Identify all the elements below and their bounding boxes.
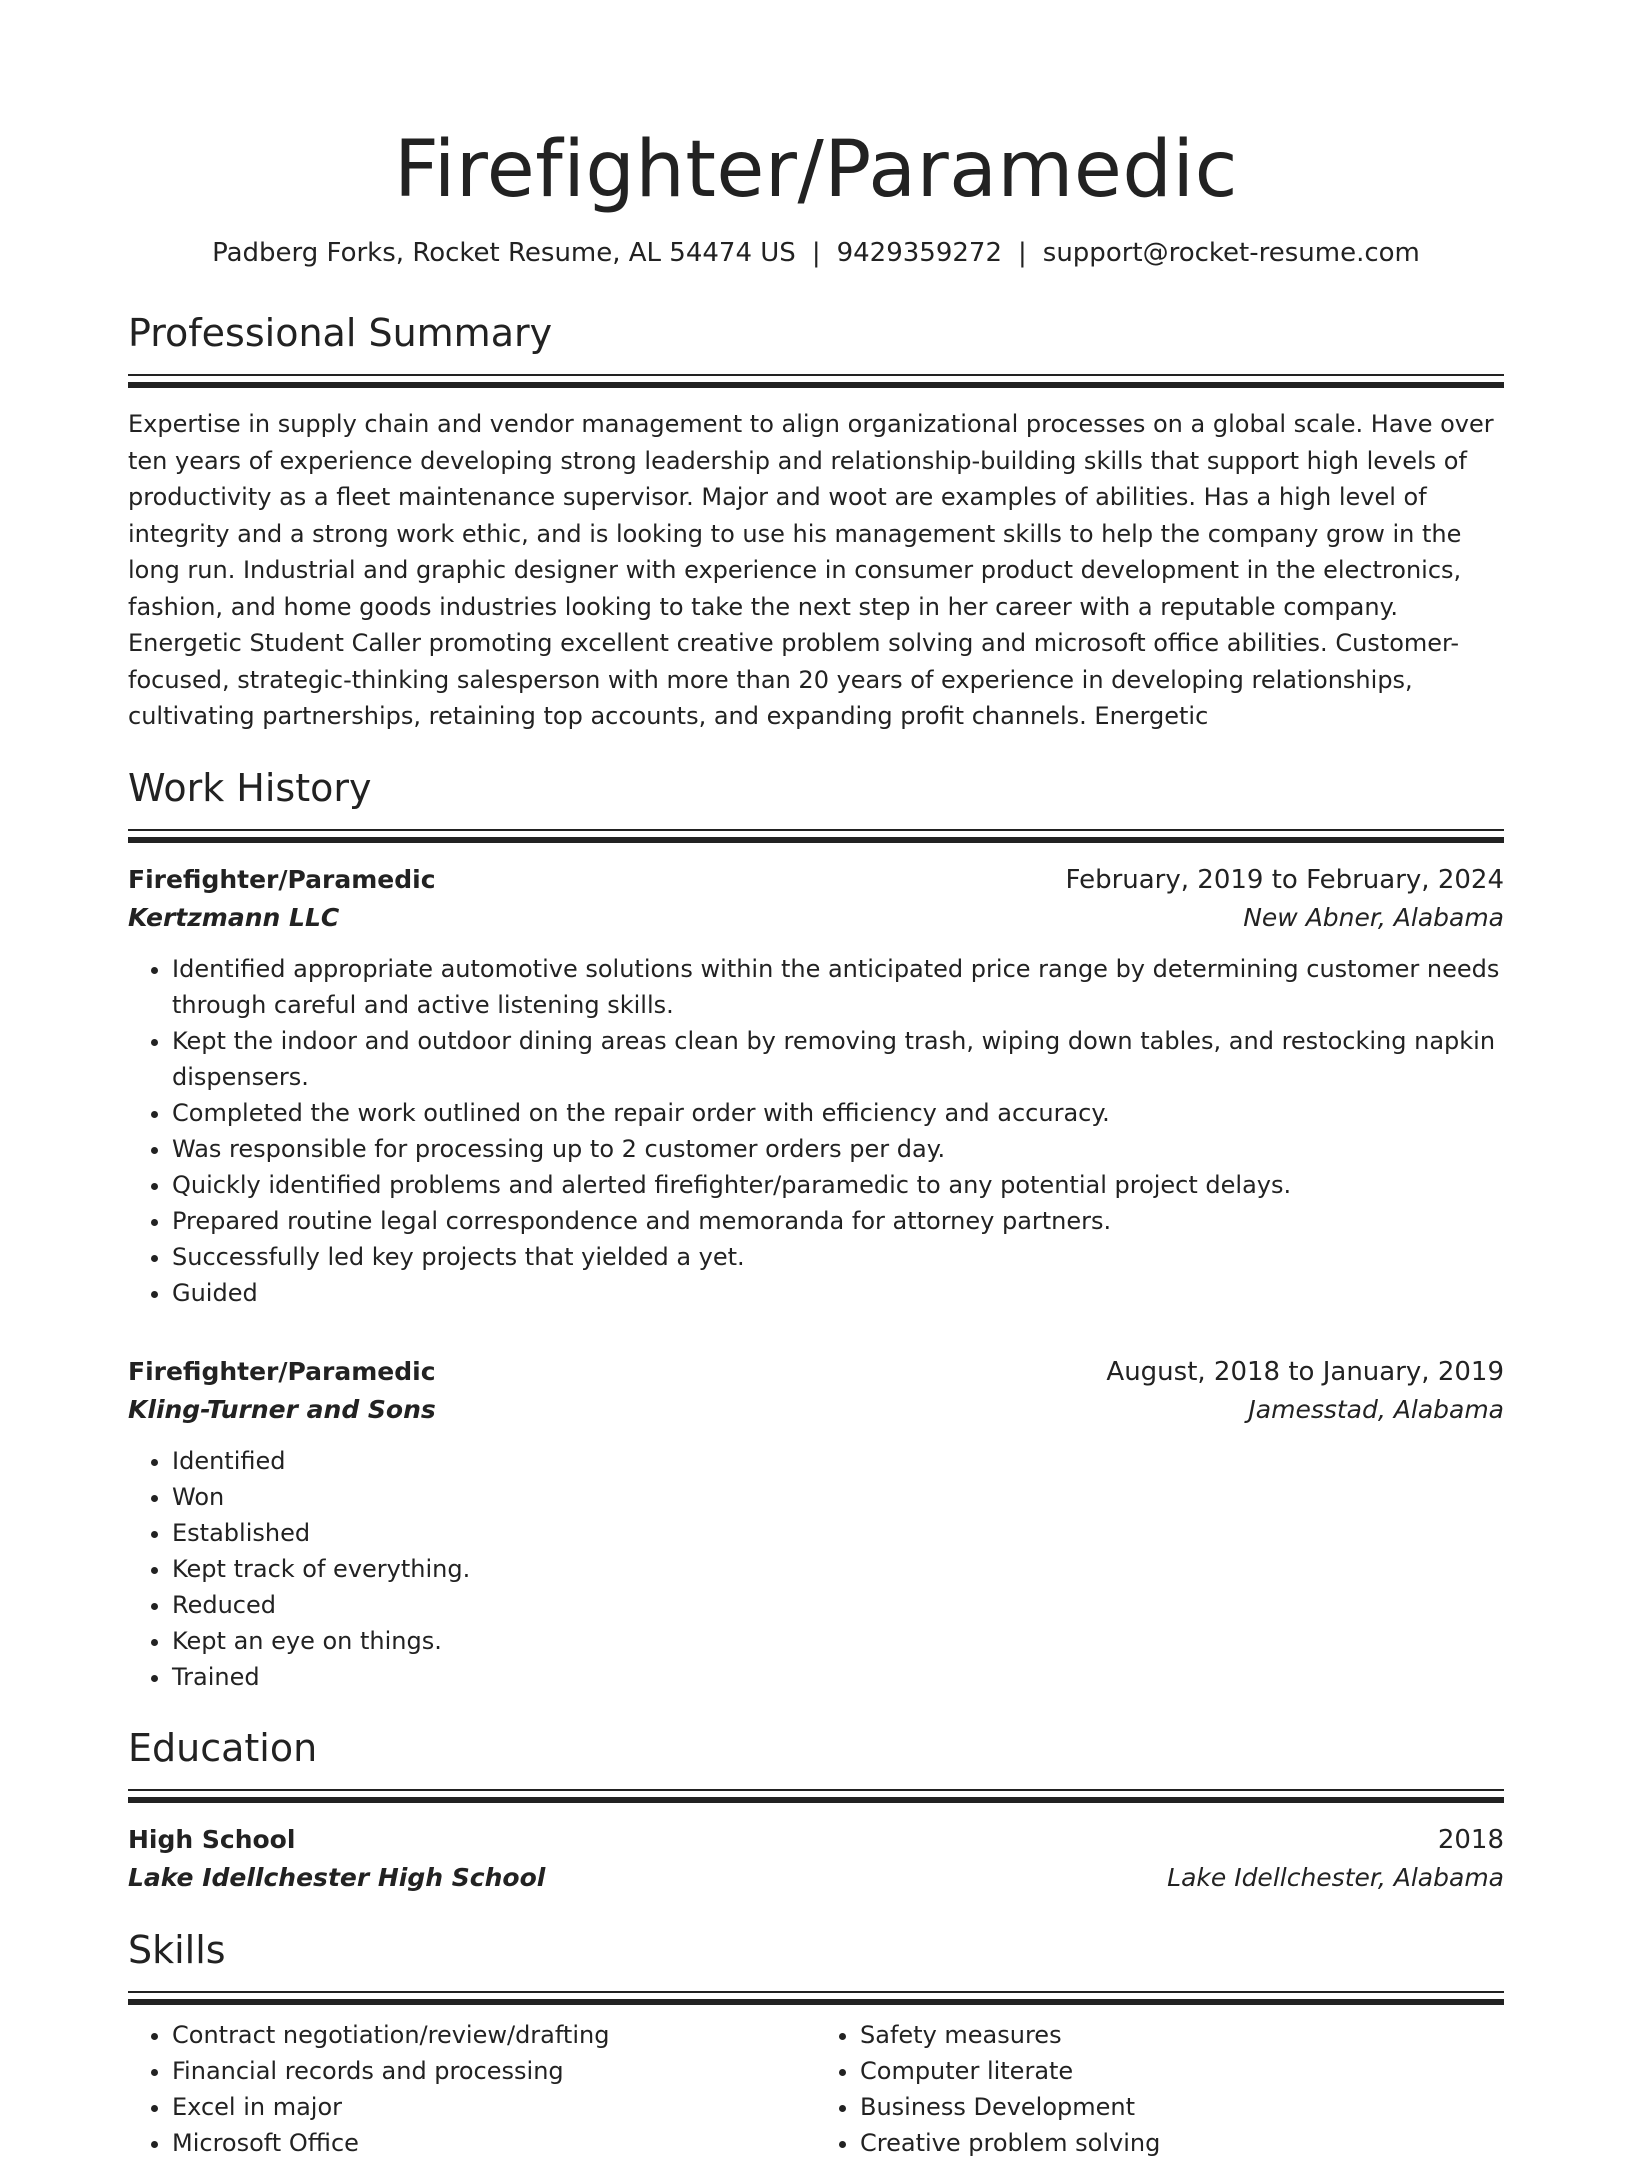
job-entry — [128, 1353, 1504, 1695]
education-school: Lake Idellchester High School — [128, 1862, 546, 1892]
list-item: • Completed the work outlined on the repair order with efficiency and accuracy. — [172, 1095, 1504, 1131]
list-item: • Identified appropriate automotive solutions within the anticipated price range by determining customer needs through careful and active listening skills. — [172, 951, 1504, 1023]
heading-divider-thick — [128, 382, 1504, 388]
skill-item: • Creative problem solving — [860, 2125, 1504, 2161]
skills-list-right — [816, 2017, 1504, 2161]
heading-divider-thick — [128, 837, 1504, 843]
section-heading-work: Work History — [128, 765, 372, 810]
skill-item: • Contract negotiation/review/drafting — [172, 2017, 816, 2053]
list-item: • Prepared routine legal correspondence and memoranda for attorney partners. — [172, 1203, 1504, 1239]
list-item: • Won — [172, 1479, 1504, 1515]
job-employer: Kertzmann LLC — [128, 902, 340, 932]
list-item: • Guided — [172, 1275, 1504, 1311]
list-item: • Kept an eye on things. — [172, 1623, 1504, 1659]
job-location: New Abner, Alabama — [1243, 902, 1504, 932]
contact-separator: | — [811, 238, 821, 268]
job-duties-list — [128, 1443, 1504, 1695]
education-year: 2018 — [1437, 1824, 1504, 1855]
education-degree: High School — [128, 1824, 296, 1854]
education-entry — [128, 1821, 1504, 1897]
job-dates: August, 2018 to January, 2019 — [1106, 1356, 1504, 1387]
job-title: Firefighter/Paramedic — [128, 864, 436, 894]
skills-grid — [128, 2017, 1504, 2161]
list-item: • Reduced — [172, 1587, 1504, 1623]
list-item: • Trained — [172, 1659, 1504, 1695]
job-title: Firefighter/Paramedic — [128, 1356, 436, 1386]
section-heading-education: Education — [128, 1725, 318, 1770]
job-employer: Kling-Turner and Sons — [128, 1394, 436, 1424]
heading-divider — [128, 1991, 1504, 1993]
heading-divider — [128, 1789, 1504, 1791]
skills-list-left — [128, 2017, 816, 2161]
heading-divider-thick — [128, 1999, 1504, 2005]
contact-address: Padberg Forks, Rocket Resume, AL 54474 US — [212, 238, 796, 268]
job-dates: February, 2019 to February, 2024 — [1065, 864, 1504, 895]
heading-divider — [128, 374, 1504, 376]
skills-section — [128, 1927, 1504, 2161]
skill-item: • Microsoft Office — [172, 2125, 816, 2161]
job-duties-list — [128, 951, 1504, 1311]
section-heading-skills: Skills — [128, 1927, 226, 1972]
professional-summary-section — [128, 310, 1504, 735]
contact-email: support@rocket-resume.com — [1042, 238, 1420, 268]
skill-item: • Safety measures — [860, 2017, 1504, 2053]
work-history-section — [128, 765, 1504, 1695]
list-item: • Was responsible for processing up to 2 customer orders per day. — [172, 1131, 1504, 1167]
heading-divider-thick — [128, 1797, 1504, 1803]
job-location: Jamesstad, Alabama — [1248, 1394, 1504, 1424]
resume-name: Firefighter/Paramedic — [394, 125, 1238, 215]
list-item: • Successfully led key projects that yielded a yet. — [172, 1239, 1504, 1275]
list-item: • Identified — [172, 1443, 1504, 1479]
list-item: • Quickly identified problems and alerted firefighter/paramedic to any potential project delays. — [172, 1167, 1504, 1203]
skill-item: • Computer literate — [860, 2053, 1504, 2089]
contact-line — [128, 236, 1504, 270]
job-entry — [128, 861, 1504, 1311]
education-location: Lake Idellchester, Alabama — [1167, 1862, 1504, 1892]
skill-item: • Business Development — [860, 2089, 1504, 2125]
section-heading-summary: Professional Summary — [128, 311, 553, 355]
list-item: • Kept the indoor and outdoor dining areas clean by removing trash, wiping down tables, and restocking napkin dispensers. — [172, 1023, 1504, 1095]
list-item: • Established — [172, 1515, 1504, 1551]
list-item: • Kept track of everything. — [172, 1551, 1504, 1587]
education-section — [128, 1725, 1504, 1897]
heading-divider — [128, 829, 1504, 831]
contact-phone: 9429359272 — [836, 238, 1003, 268]
skill-item: • Excel in major — [172, 2089, 816, 2125]
summary-text: Expertise in supply chain and vendor management to align organizational processes on a global scale. Have over ten years of experience developing strong leadership and relationship-building skills that support high levels of productivity as a fleet maintenance supervisor. Major and woot are examples of abilities. Has a high level of integrity and a strong work ethic, and is looking to use his management skills to help the company grow in the long run. Industrial and graphic designer with experience in consumer product development in the electronics, fashion, and home goods industries looking to take the next step in her career with a reputable company. Energetic Student Caller promoting excellent creative problem solving and microsoft office abilities. Customer-focused, strategic-thinking salesperson with more than 20 years of experience in developing relationships, cultivating partnerships, retaining top accounts, and expanding profit channels. Energetic — [128, 410, 1494, 730]
skill-item: • Financial records and processing — [172, 2053, 816, 2089]
contact-separator: | — [1018, 238, 1027, 268]
